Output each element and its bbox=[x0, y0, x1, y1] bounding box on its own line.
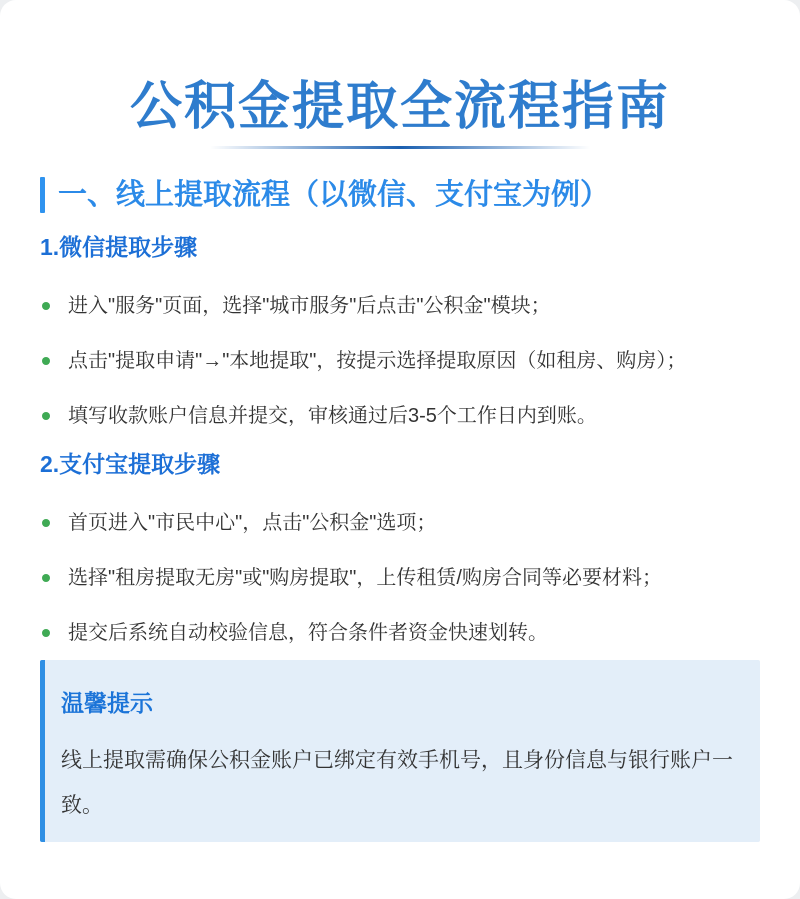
list-item bbox=[40, 401, 760, 431]
page-title: 公积金提取全流程指南 bbox=[129, 78, 670, 136]
group-heading-wechat: 1.微信提取步骤 bbox=[40, 234, 198, 260]
list-item bbox=[40, 618, 760, 648]
wechat-steps-list bbox=[40, 291, 760, 431]
bullet-dot-icon bbox=[42, 629, 50, 637]
tip-body: 线上提取需确保公积金账户已绑定有效手机号，且身份信息与银行账户一致。 bbox=[61, 749, 733, 817]
list-item-text: 进入"服务"页面，选择"城市服务"后点击"公积金"模块； bbox=[68, 295, 551, 317]
section-heading bbox=[40, 175, 760, 215]
bullet-dot-icon bbox=[42, 357, 50, 365]
list-item bbox=[40, 291, 760, 321]
list-item-text: 提交后系统自动校验信息，符合条件者资金快速划转。 bbox=[68, 622, 548, 644]
bullet-dot-icon bbox=[42, 412, 50, 420]
section-heading-text: 一、线上提取流程（以微信、支付宝为例） bbox=[58, 179, 610, 211]
alipay-steps-list bbox=[40, 508, 760, 648]
content-area bbox=[40, 233, 760, 842]
list-item-text: 点击"提取申请"→"本地提取"，按提示选择提取原因（如租房、购房）； bbox=[68, 350, 687, 372]
list-item-text: 首页进入"市民中心"，点击"公积金"选项； bbox=[68, 512, 437, 534]
list-item bbox=[40, 563, 760, 593]
bullet-dot-icon bbox=[42, 302, 50, 310]
bullet-dot-icon bbox=[42, 574, 50, 582]
tip-box bbox=[40, 660, 760, 842]
bullet-dot-icon bbox=[42, 519, 50, 527]
list-item-text: 填写收款账户信息并提交，审核通过后3-5个工作日内到账。 bbox=[68, 405, 597, 427]
title-divider bbox=[210, 146, 590, 149]
list-item-text: 选择"租房提取无房"或"购房提取"，上传租赁/购房合同等必要材料； bbox=[68, 567, 662, 589]
list-item bbox=[40, 346, 760, 376]
tip-heading: 温馨提示 bbox=[61, 690, 153, 716]
accent-bar bbox=[40, 177, 45, 213]
list-item bbox=[40, 508, 760, 538]
group-heading-alipay: 2.支付宝提取步骤 bbox=[40, 451, 221, 477]
